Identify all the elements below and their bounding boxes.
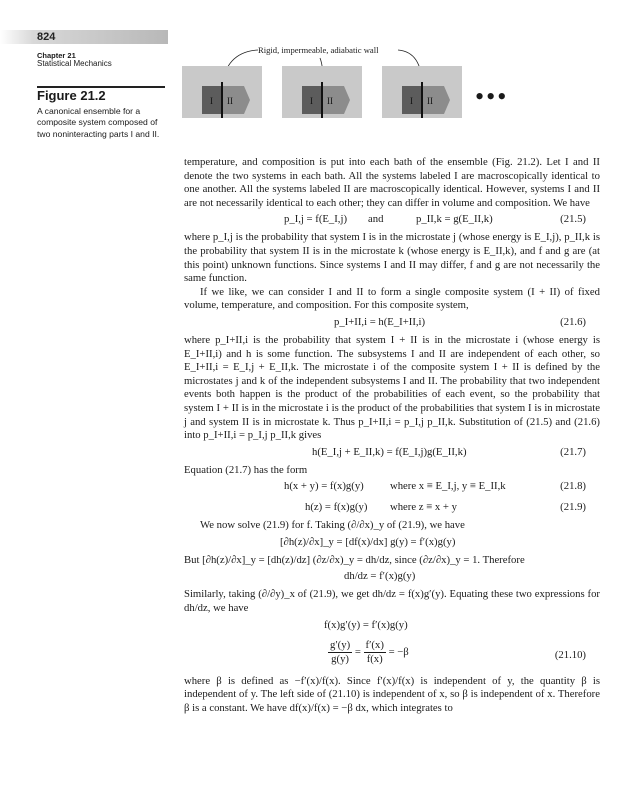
equation-21-10 <box>184 637 600 675</box>
equation-21-5 <box>184 210 600 231</box>
equation-partial-x <box>184 533 600 554</box>
ensemble-figure <box>180 40 480 120</box>
equation-21-6 <box>184 313 600 334</box>
ellipsis: ••• <box>475 82 509 111</box>
equation-body: $\frac{g'(y)}{g(y)}$ = $\frac{f'(x)}{f(x)}$ = −β <box>330 638 409 665</box>
part-I-label-3: I <box>410 96 413 106</box>
body-text <box>184 156 600 715</box>
equation-dh-dz <box>184 567 600 588</box>
paragraph: where p_I,j is the probability that system I is in the microstate j (whose energy is E_I,j), p_II,k is the probability that system II is in the microstate k (whose energy is E_II,k), and f and g are (at this point) unknown functions. Since systems I and II may differ, f and g are not necessarily the same function. <box>184 231 600 285</box>
paragraph: We now solve (21.9) for f. Taking (∂/∂x)_y of (21.9), we have <box>200 519 465 532</box>
paragraph: But [∂h(z)/∂x]_y = [dh(z)/dz] (∂z/∂x)_y = dh/dz, since (∂z/∂x)_y = 1. Therefore <box>184 553 525 566</box>
part-I-label-2: I <box>310 96 313 106</box>
wall-label: Rigid, impermeable, adiabatic wall <box>258 45 379 55</box>
equation-body: p_I+II,i = h(E_I+II,i) <box>334 315 426 328</box>
equation-number: (21.8) <box>560 480 586 493</box>
equation-body: dh/dz = f′(x)g(y) <box>344 570 416 583</box>
equation-where: where z ≡ x + y <box>390 501 457 514</box>
equation-21-9 <box>184 498 600 519</box>
figure-caption: A canonical ensemble for a composite system composed of two noninteracting parts I and II. <box>37 106 160 139</box>
paragraph: Equation (21.7) has the form <box>184 463 308 476</box>
equation-number: (21.5) <box>560 213 586 226</box>
equation-21-7 <box>184 443 600 464</box>
part-II-label-2: II <box>327 96 333 106</box>
paragraph: Similarly, taking (∂/∂y)_x of (21.9), we get dh/dz = f(x)g′(y). Equating these two expressions for dh/dz, we have <box>184 588 600 615</box>
equation-and: and <box>368 213 384 226</box>
equation-number: (21.9) <box>560 501 586 514</box>
part-II-label-1: II <box>227 96 233 106</box>
equation-body: h(E_I,j + E_II,k) = f(E_I,j)g(E_II,k) <box>312 445 467 458</box>
fraction-denominator: g(y) <box>331 652 349 665</box>
fraction-numerator: g′(y) <box>330 638 351 651</box>
paragraph: temperature, and composition is put into each bath of the ensemble (Fig. 21.2). Let I and II denote the two systems in each bath. All the systems labeled I are macroscopically identical to one another. All the systems labeled II are macroscopically identical. However, systems I and II are not necessarily identical to each other; they can differ in volume and composition. We have <box>184 156 600 209</box>
equation-rhs: = −β <box>388 645 409 658</box>
equation-body: f(x)g′(y) = f′(x)g(y) <box>324 618 408 631</box>
bath-1 <box>182 66 262 118</box>
bath-2 <box>282 66 362 118</box>
chapter-number: Chapter 21 <box>37 51 76 60</box>
equation-body: h(z) = f(x)g(y) <box>305 501 368 514</box>
equation-number: (21.6) <box>560 315 586 328</box>
part-I-label-1: I <box>210 96 213 106</box>
paragraph: If we like, we can consider I and II to form a single composite system (I + II) of fixed volume, temperature, and composition. For this composite system, <box>184 285 600 312</box>
equation-number: (21.10) <box>554 648 586 661</box>
bath-3 <box>382 66 462 118</box>
page-number: 824 <box>37 31 56 43</box>
equation-body: [∂h(z)/∂x]_y = [df(x)/dx] g(y) = f′(x)g(y) <box>280 535 456 548</box>
equation-product <box>184 616 600 637</box>
equation-21-8 <box>184 477 600 498</box>
fraction-f <box>364 639 386 666</box>
equation-number: (21.7) <box>560 445 586 458</box>
figure-label: Figure 21.2 <box>37 88 106 103</box>
fraction-denominator: f(x) <box>366 652 383 665</box>
fraction-g <box>328 639 352 666</box>
equation-lhs: p_I,j = f(E_I,j) <box>284 213 348 226</box>
equation-rhs: p_II,k = g(E_II,k) <box>416 213 493 226</box>
fraction-numerator: f′(x) <box>365 638 384 651</box>
equation-where: where x ≡ E_I,j, y ≡ E_II,k <box>390 480 506 493</box>
paragraph: where β is defined as −f′(x)/f(x). Since f′(x)/f(x) is independent of y, the quantity β is independent of y. The left side of (21.10) is independent of x, so β is independent of x. Therefore β is a constant. We have df(x)/f(x) = −β dx, which integrates to <box>184 674 600 714</box>
page-number-bar <box>0 30 168 44</box>
part-II-label-3: II <box>427 96 433 106</box>
paragraph: where p_I+II,i is the probability that system I + II is in the microstate i (whose energy is E_I+II,i) and h is some function. The subsystems I and II are independent of each other, so E_I+II,i = E_I,j + E_II,k. The microstate i of the composite system I + II is defined by the microstates j and k of the independent subsystems I and II. The probability that two independent events both happen is the product of the probabilities of each event, so the probability that system I + II is in the microstate i is the product of the probabilities that system I is in microstate j and system II is in microstate k. Thus p_I+II,i = p_I,j p_II,k. Substitution of (21.5) and (21.6) into p_I+II,i = p_I,j p_II,k gives <box>184 333 600 442</box>
chapter-title: Statistical Mechanics <box>37 59 112 68</box>
equation-body: h(x + y) = f(x)g(y) <box>284 480 364 493</box>
